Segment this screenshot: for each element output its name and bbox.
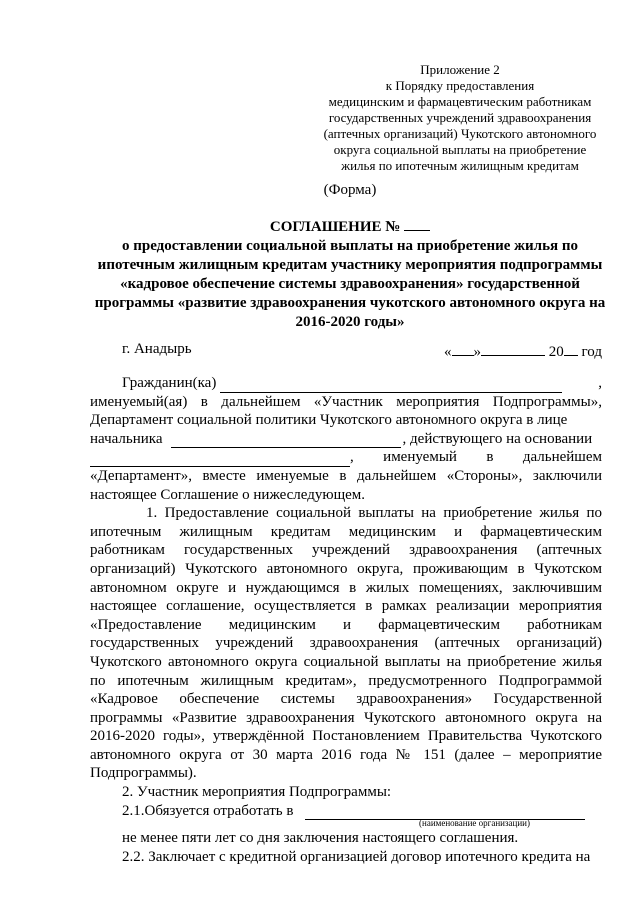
title-subject: о предоставлении социальной выплаты на приобретение жилья по ипотечным жилищным кредитам участнику мероприятия подпрограммы «кадровое обеспечение системы здравоохранения» государственной программы «развитие здравоохранения чукотского автономного округа на 2016-2020 годы»	[94, 238, 606, 330]
appendix-line: Приложение 2	[420, 62, 500, 77]
clause-2-2: 2.2. Заключает с кредитной организацией договор ипотечного кредита на	[122, 848, 591, 865]
date-field: « » 20 год	[444, 341, 602, 361]
head-line: начальника , действующего на основании	[90, 430, 593, 447]
head-name-blank	[171, 433, 401, 448]
organization-hint: (наименование организации)	[419, 818, 530, 829]
city: г. Анадырь	[122, 341, 192, 357]
number-blank	[404, 216, 430, 231]
basis-blank	[90, 452, 350, 467]
document-body	[90, 374, 602, 866]
parties-paragraph-2: «Департамент», вместе именуемые в дальнейшем «Стороны», заключили настоящее Соглашение о нижеследующем.	[90, 467, 602, 503]
clause-2-1: 2.1.Обязуется отработать в	[90, 802, 602, 821]
appendix-line: медицинским и фармацевтическим работникам	[328, 94, 592, 109]
title-line	[90, 216, 610, 237]
citizen-line: Гражданин(ка) ,	[122, 375, 602, 391]
appendix-line: к Порядку предоставления	[385, 78, 535, 93]
citizen-name-blank	[220, 378, 562, 393]
clause-1: 1. Предоставление социальной выплаты на приобретение жилья по ипотечным жилищным кредитам медицинским и фармацевтическим работникам государственных учреждений здравоохранения (аптечных организаций) Чукотского автономного округа, проживающим в Чукотском автономном округе и нуждающимся в жилых помещениях, заключившим настоящее соглашение, осуществляется в рамках реализации мероприятия «Предоставление медицинским и фармацевтическим работникам государственных учреждений здравоохранения (аптечных организаций) Чукотского автономного округа социальной выплаты на приобретение жилья по ипотечным жилищным кредитам», предусмотренного Подпрограммой «Кадровое обеспечение системы здравоохранения» Государственной программы «Развитие здравоохранения Чукотского автономного округа на 2016-2020 годы», утверждённой Постановлением Правительства Чукотского автономного округа от 30 марта 2016 года № 151 (далее – мероприятие Подпрограммы).	[90, 505, 602, 782]
day-blank	[452, 341, 474, 356]
clause-2-1-tail: не менее пяти лет со дня заключения настоящего соглашения.	[122, 830, 519, 847]
appendix-header	[300, 62, 620, 174]
title-agreement-number: СОГЛАШЕНИЕ №	[269, 219, 401, 235]
appendix-line: (аптечных организаций) Чукотского автономного	[323, 126, 597, 141]
year-blank	[564, 341, 578, 356]
place-date-row	[90, 341, 602, 361]
appendix-line: округа социальной выплаты на приобретение	[333, 142, 587, 157]
basis-line: , именуемый в дальнейшем	[90, 448, 602, 467]
clause-2: 2. Участник мероприятия Подпрограммы:	[122, 784, 392, 801]
form-label: (Форма)	[323, 182, 377, 198]
parties-paragraph-1: именуемый(ая) в дальнейшем «Участник мероприятия Подпрограммы», Департамент социальной политики Чукотского автономного округа в лице	[90, 393, 602, 429]
month-blank	[481, 341, 545, 356]
appendix-line: государственных учреждений здравоохранения	[328, 110, 592, 125]
appendix-line: жилья по ипотечным жилищным кредитам	[341, 158, 579, 173]
document-title	[90, 216, 610, 332]
